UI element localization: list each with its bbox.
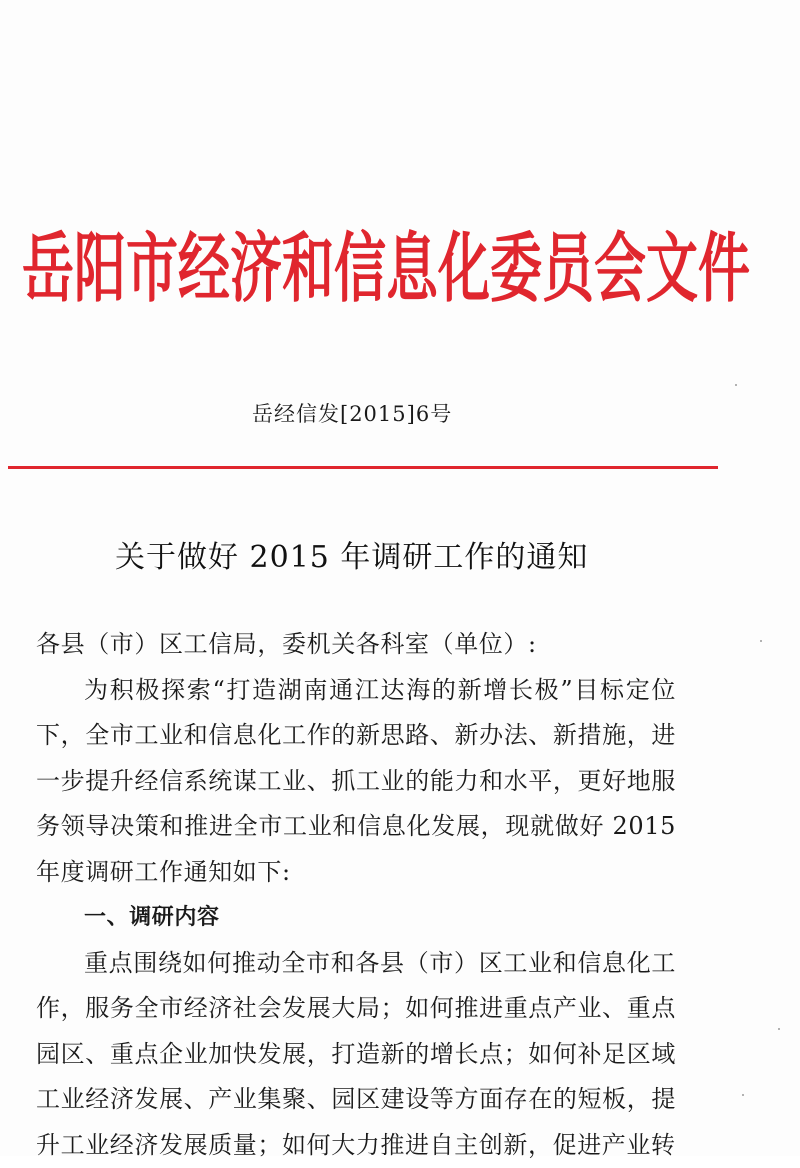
document-body xyxy=(36,622,676,1168)
scan-speck xyxy=(735,384,737,386)
section-1-heading: 一、调研内容 xyxy=(36,895,676,941)
notice-title: 关于做好 2015 年调研工作的通知 xyxy=(115,532,588,576)
section-1-paragraph: 重点围绕如何推动全市和各县（市）区工业和信息化工作，服务全市经济社会发展大局；如何推进重点产业、重点园区、重点企业加快发展，打造新的增长点；如何补足区域工业经济发展、产业集聚、园区建设等方面存在的短板，提升工业经济发展质量；如何大力推进自主创新，促进产业转 xyxy=(36,941,676,1168)
scan-speck xyxy=(742,1094,744,1096)
salutation: 各县（市）区工信局，委机关各科室（单位）: xyxy=(36,622,676,668)
agency-header-title: 岳阳市经济和信息化委员会文件 xyxy=(22,232,712,307)
document-number: 岳经信发[2015]6号 xyxy=(252,398,452,428)
intro-paragraph: 为积极探索“打造湖南通江达海的新增长极”目标定位下，全市工业和信息化工作的新思路、新办法、新措施，进一步提升经信系统谋工业、抓工业的能力和水平，更好地服务领导决策和推进全市工业和信息化发展，现就做好 2015 年度调研工作通知如下: xyxy=(36,668,676,896)
red-divider-line xyxy=(8,466,718,469)
scan-speck xyxy=(760,640,762,642)
scan-speck xyxy=(778,1028,780,1030)
